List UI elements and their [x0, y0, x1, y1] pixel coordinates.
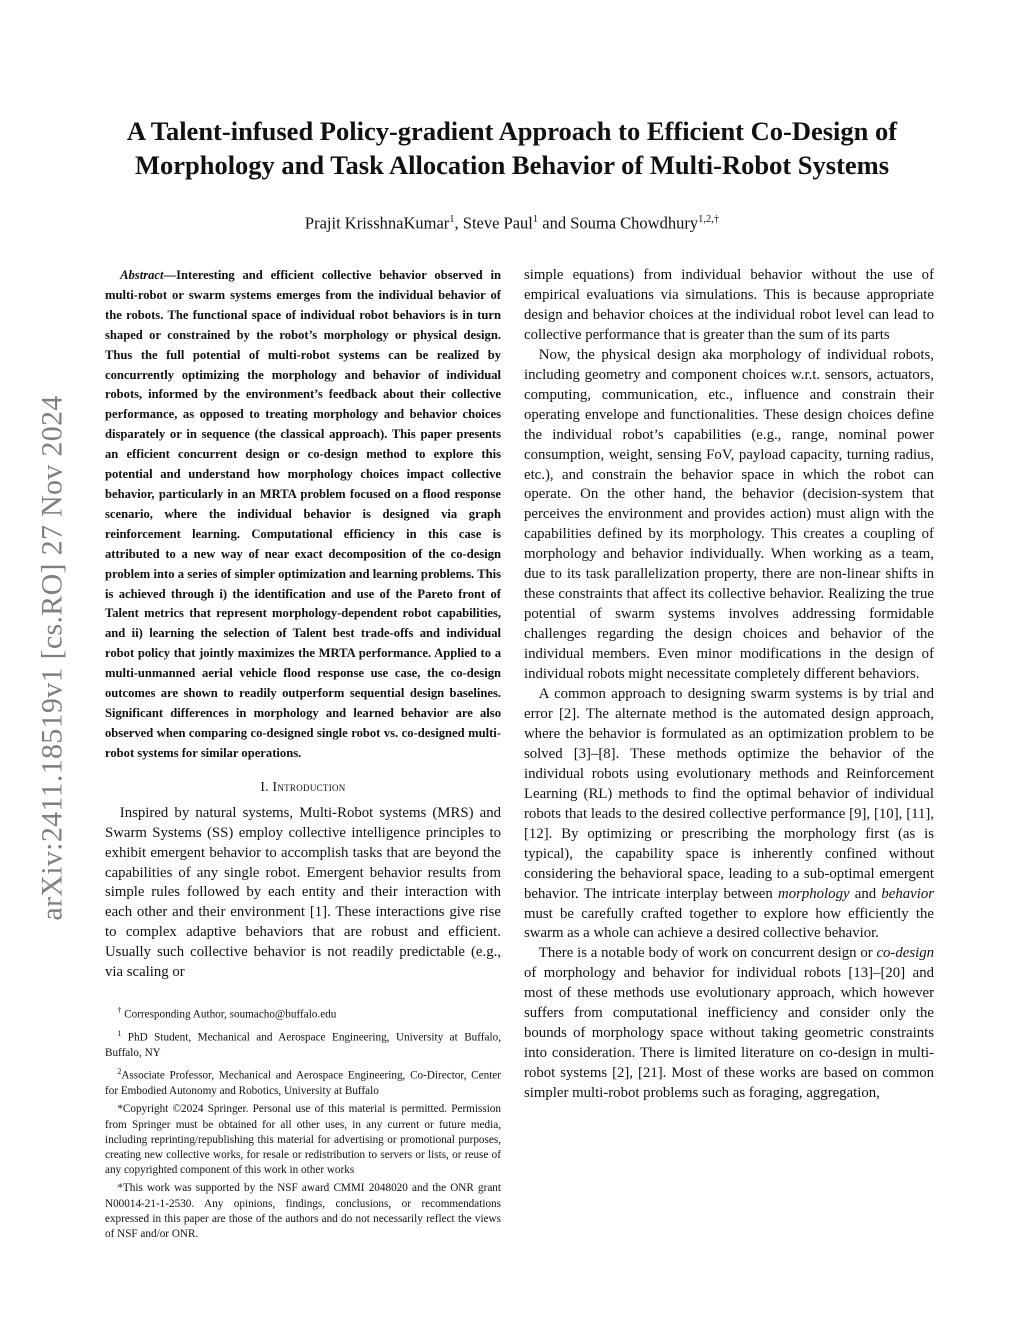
paragraph: simple equations) from individual behavior without the use of empirical evaluations via simulations. This is because appropriate design and behavior choices at the individual robot level can lead to collective performance that is greater than the sum of its parts — [524, 267, 934, 343]
emphasis-behavior: behavior — [881, 885, 935, 902]
introduction-body — [105, 804, 501, 984]
footnote-mark: † — [117, 1006, 122, 1016]
emphasis-morphology: morphology — [778, 885, 850, 902]
paper-title: A Talent-infused Policy-gradient Approach to Efficient Co-Design of Morphology and Task Allocation Behavior of Multi-Robot Systems — [126, 116, 898, 180]
footnote-affiliation-1: $^1$ PhD Student, Mechanical and Aerospace Engineering, University at Buffalo, Buffalo, NY — [105, 1029, 501, 1060]
author-list — [90, 209, 934, 235]
author-affiliation-mark: 1 — [449, 214, 455, 225]
emphasis-co-design: co-design — [876, 945, 934, 962]
abstract-dash: — — [163, 268, 177, 282]
abstract — [105, 266, 501, 764]
author-affiliation-mark: 1 — [532, 214, 539, 225]
author-name: Prajit KrisshnaKumar — [304, 213, 450, 233]
author-affiliation-mark: 1,2,† — [698, 214, 720, 225]
author-name: Steve Paul — [462, 213, 533, 233]
section-heading-introduction: I. Introduction — [260, 778, 346, 794]
right-column — [524, 266, 934, 1104]
footnote-corresponding-author: † Corresponding Author, soumacho@buffalo.edu — [117, 1006, 337, 1021]
paragraph: There is a notable body of work on concurrent design or co-design of morphology and behavior for individual robots [13]–[20] and most of these methods use evolutionary approach, which however suffers from computational inefficiency and consider only the bounds of morphology space without taking geometric constraints into consideration. There is limited literature on co-design in multi-robot systems [2], [21]. Most of these works are based on common simpler multi-robot problems such as foraging, aggregation, — [524, 945, 934, 1102]
arxiv-identifier-stamp — [28, 345, 78, 970]
footnotes — [105, 1003, 501, 1242]
paragraph: Inspired by natural systems, Multi-Robot systems (MRS) and Swarm Systems (SS) employ collective intelligence principles to exhibit emergent behavior to accomplish tasks that are beyond the capabilities of any single robot. Emergent behavior results from simple rules followed by each entity and their interaction with each other and their environment [1]. These interactions give rise to complex adaptive behaviors that are robust and efficient. Usually such collective behavior is not readily predictable (e.g., via scaling or — [105, 804, 501, 981]
abstract-text: Interesting and efficient collective behavior observed in multi-robot or swarm systems emerges from the individual behavior of the robots. The functional space of individual robot behaviors is in turn shaped or constrained by the robot’s morphology or physical design. Thus the full potential of multi-robot systems can be realized by concurrently optimizing the morphology and behavior of individual robots, informed by the environment’s feedback about their collective performance, as opposed to treating morphology and behavior choices disparately or in sequence (the classical approach). This paper presents an efficient concurrent design or co-design method to explore this potential and understand how morphology choices impact collective behavior, particularly in an MRTA problem focused on a flood response scenario, where the individual behavior is designed via graph reinforcement learning. Computational efficiency in this case is attributed to a new way of near exact decomposition of the co-design problem into a series of simpler optimization and learning problems. This is achieved through i) the identification and use of the Pareto front of Talent metrics that represent morphology-dependent robot capabilities, and ii) learning the selection of Talent best trade-offs and individual robot policy that jointly maximizes the MRTA performance. Applied to a multi-unmanned aerial vehicle flood response use case, the co-design outcomes are shown to readily outperform sequential design baselines. Significant differences in morphology and learned behavior are also observed when comparing co-designed single robot vs. co-designed multi-robot systems for similar operations. — [105, 268, 501, 760]
left-column — [105, 266, 501, 1245]
footnote-copyright: *Copyright ©2024 Springer. Personal use of this material is permitted. Permission from Springer must be obtained for all other uses, in any current or future media, including reprinting/republishing this material for advertising or promotional purposes, creating new collective works, for resale or redistribution to servers or lists, or reuse of any copyrighted component of this work in other works — [105, 1103, 501, 1177]
author-name: Souma Chowdhury — [570, 213, 699, 233]
paragraph: A common approach to designing swarm systems is by trial and error [2]. The alternate method is the automated design approach, where the behavior is formulated as an optimization problem to be solved [3]–[8]. These methods optimize the behavior of the individual robots using evolutionary methods and Reinforcement Learning (RL) methods to find the optimal behavior of individual robots that leads to the desired collective performance [9], [10], [11], [12]. By optimizing or prescribing the morphology first (as is typical), the capability space is inherently confined without considering the behavioral space, leading to a sub-optimal emergent behavior. The intricate interplay between morphology and behavior must be carefully crafted together to explore how efficiently the swarm as a whole can achieve a desired collective behavior. — [524, 686, 935, 942]
arxiv-identifier-text: arXiv:2411.18519v1 [cs.RO] 27 Nov 2024 — [36, 394, 69, 921]
abstract-label: Abstract — [120, 268, 164, 282]
author-separator: , — [454, 213, 463, 233]
author-separator: and — [538, 213, 571, 233]
footnote-mark: 1 — [117, 1029, 122, 1039]
footnote-affiliation-2: $^2$Associate Professor, Mechanical and Aerospace Engineering, Co-Director, Center for Embodied Autonomy and Robotics, University at Buffalo — [105, 1067, 501, 1098]
footnote-funding: *This work was supported by the NSF award CMMI 2048020 and the ONR grant N00014-21-1-2530. Any opinions, findings, conclusions, or recommendations expressed in this paper are those of the authors and do not necessarily reflect the views of NSF and/or ONR. — [105, 1182, 501, 1241]
paragraph: Now, the physical design aka morphology of individual robots, including geometry and component choices w.r.t. sensors, actuators, computing, communication, etc., influence and constrain their operating envelope and functionalities. These design choices define the individual robot’s capabilities (e.g., range, nominal power consumption, weight, sensing FoV, payload capacity, turning radius, etc.), and constrain the behavior space in which the robot can operate. On the other hand, the behavior (decision-system that perceives the environment and provides action) must align with the capabilities defined by its morphology. This creates a coupling of morphology and behavior individually. When working as a team, due to its task parallelization property, there are non-linear shifts in these constraints that affect its collective behavior. Realizing the true potential of swarm systems involves addressing formidable challenges regarding the design choices and behavior of the individual members. Even minor modifications in the design of individual robots might necessitate completely different behaviors. — [524, 346, 934, 683]
footnote-mark: 2 — [117, 1067, 122, 1077]
